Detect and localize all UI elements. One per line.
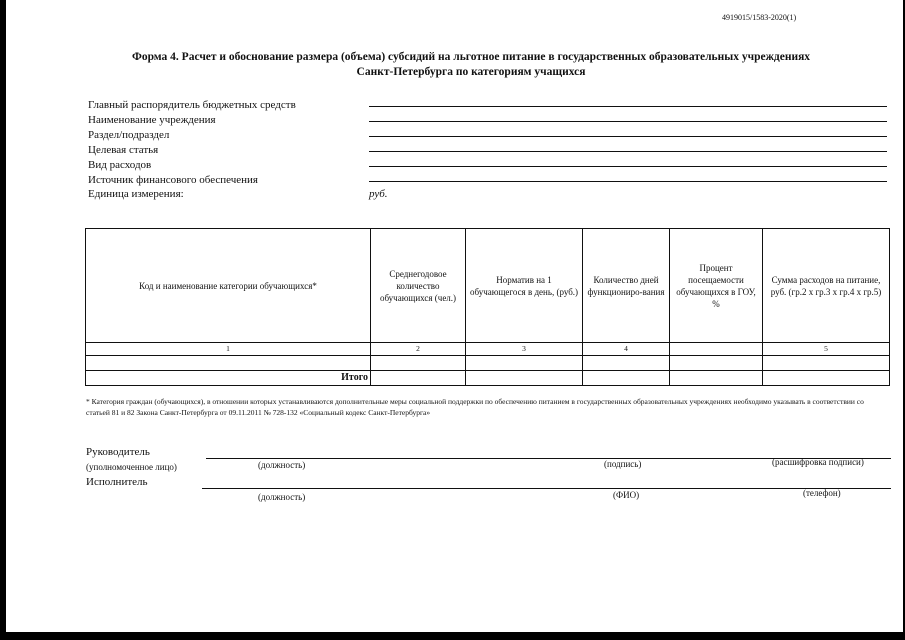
- field-label-unit: Единица измерения:: [88, 188, 184, 200]
- head-position-caption: (должность): [258, 460, 306, 470]
- executor-fio-caption: (ФИО): [613, 490, 640, 500]
- field-label-funding-source: Источник финансового обеспечения: [88, 174, 258, 186]
- footnote: * Категория граждан (обучающихся), в отношении которых устанавливаются дополнительные меры социальной поддержки по обеспечению питанием в государственных образовательных учреждениях необходимо указывать в соответствии со статьей 81 и 82 Закона Санкт-Петербурга от 09.11.2011 № 728-132 «Социальный кодекс Санкт-Петербурга»: [86, 397, 864, 417]
- table-number-row: [86, 343, 890, 356]
- table-row: [86, 356, 890, 371]
- col-number-2: 2: [371, 343, 466, 356]
- table-cell[interactable]: [583, 356, 670, 371]
- field-line-target-article[interactable]: [369, 151, 887, 152]
- head-label: Руководитель: [86, 446, 150, 458]
- col-number-3: 3: [466, 343, 583, 356]
- document-page: [6, 0, 903, 632]
- executor-label: Исполнитель: [86, 476, 148, 488]
- table-cell[interactable]: [763, 371, 890, 386]
- head-signature-caption: (подпись): [604, 459, 642, 469]
- form-title-line2: Санкт-Петербурга по категориям учащихся: [356, 66, 586, 78]
- col-number-5: 5: [763, 343, 890, 356]
- header-attendance: Процент посещаемости обучающихся в ГОУ, %: [670, 229, 763, 343]
- form-title: [36, 50, 905, 80]
- table-cell[interactable]: [670, 356, 763, 371]
- col-number-1: 1: [86, 343, 371, 356]
- header-days: Количество дней функциониро-вания: [583, 229, 670, 343]
- field-label-expense-type: Вид расходов: [88, 159, 152, 171]
- col-number-blank: [670, 343, 763, 356]
- calculation-table: [85, 228, 890, 386]
- document-number: 4919015/1583-2020(1): [722, 13, 797, 22]
- table-cell[interactable]: [583, 371, 670, 386]
- table-cell[interactable]: [466, 356, 583, 371]
- executor-signature-line[interactable]: [202, 488, 891, 489]
- field-line-budget-manager[interactable]: [369, 106, 887, 107]
- table-cell[interactable]: [670, 371, 763, 386]
- table-cell[interactable]: [763, 356, 890, 371]
- header-norm-per-day: Норматив на 1 обучающегося в день, (руб.): [466, 229, 583, 343]
- header-sum: Сумма расходов на питание, руб. (гр.2 х гр.3 х гр.4 х гр.5): [763, 229, 890, 343]
- table-cell[interactable]: [86, 356, 371, 371]
- header-avg-count: Среднегодовое количество обучающихся (чел.): [371, 229, 466, 343]
- field-line-section[interactable]: [369, 136, 887, 137]
- head-sub-label: (уполномоченное лицо): [86, 462, 177, 472]
- form-title-line1: Форма 4. Расчет и обоснование размера (объема) субсидий на льготное питание в государственных образовательных учреждениях: [131, 51, 811, 63]
- table-cell[interactable]: [466, 371, 583, 386]
- table-cell[interactable]: [371, 356, 466, 371]
- table-header-row: [86, 229, 890, 343]
- executor-phone-caption: (телефон): [803, 488, 841, 498]
- header-category: Код и наименование категории обучающихся*: [86, 229, 371, 343]
- head-decoding-caption: (расшифровка подписи): [772, 457, 864, 467]
- field-line-expense-type[interactable]: [369, 166, 887, 167]
- unit-value: руб.: [369, 188, 388, 200]
- field-label-institution: Наименование учреждения: [88, 114, 216, 126]
- field-label-budget-manager: Главный распорядитель бюджетных средств: [88, 99, 296, 111]
- col-number-4: 4: [583, 343, 670, 356]
- field-label-section: Раздел/подраздел: [88, 129, 170, 141]
- table-total-row: [86, 371, 890, 386]
- table-cell[interactable]: [371, 371, 466, 386]
- field-line-funding-source[interactable]: [369, 181, 887, 182]
- executor-position-caption: (должность): [258, 492, 306, 502]
- field-line-institution[interactable]: [369, 121, 887, 122]
- field-label-target-article: Целевая статья: [88, 144, 159, 156]
- total-label: Итого: [86, 371, 371, 386]
